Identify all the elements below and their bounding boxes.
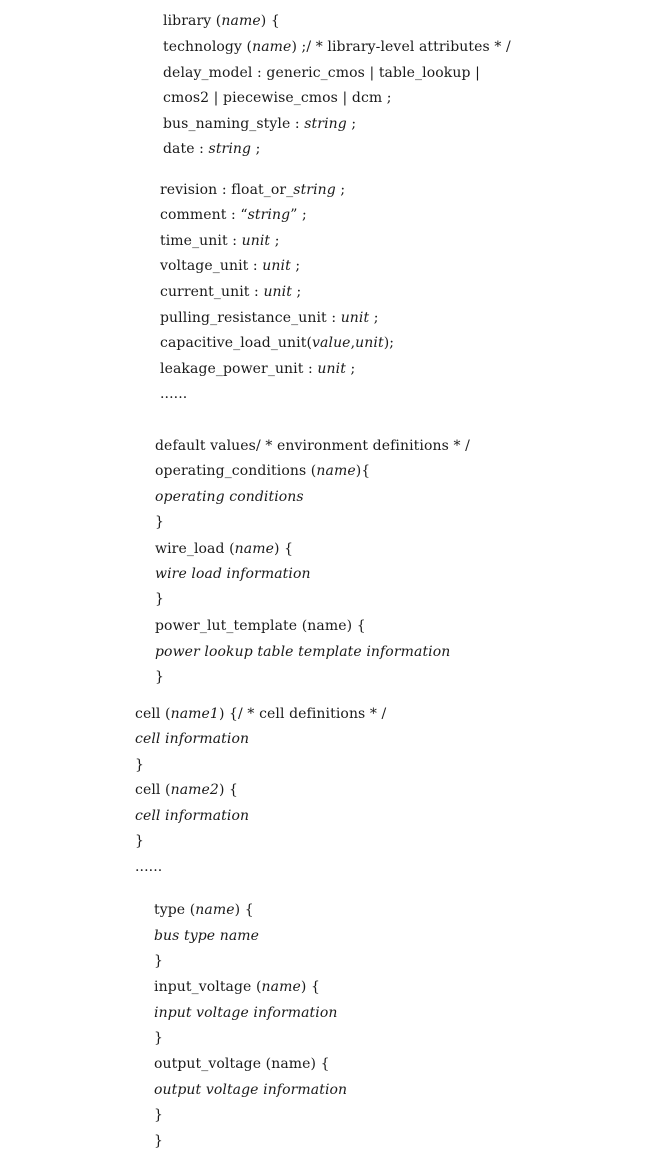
code-placeholder: name	[234, 541, 274, 557]
code-placeholder: name	[316, 463, 356, 479]
code-line	[163, 64, 480, 82]
code-line	[160, 334, 394, 352]
code-line	[155, 437, 470, 455]
code-token: ){	[355, 463, 371, 479]
code-line	[135, 858, 162, 876]
code-placeholder: name	[195, 902, 235, 918]
code-token: date :	[163, 141, 209, 157]
code-line	[135, 730, 249, 748]
code-token: ;	[369, 310, 379, 326]
code-token: ) {	[274, 541, 294, 557]
code-placeholder: string	[247, 207, 291, 223]
code-token: time_unit :	[160, 233, 242, 249]
code-token: }	[135, 757, 145, 773]
code-placeholder: unit	[263, 284, 292, 300]
code-token: wire_load (	[155, 541, 235, 557]
code-line	[155, 668, 164, 686]
code-token: library (	[163, 13, 222, 29]
code-token: }	[155, 591, 165, 607]
code-token: }	[155, 514, 165, 530]
code-placeholder: name1	[170, 706, 219, 722]
code-placeholder: wire load information	[155, 566, 311, 582]
code-token: ;	[251, 141, 261, 157]
code-token: }	[154, 1030, 164, 1046]
code-token: ) {/ * cell definitions * /	[218, 706, 387, 722]
code-token: voltage_unit :	[160, 258, 263, 274]
code-line	[135, 705, 386, 723]
code-placeholder: unit	[241, 233, 271, 249]
code-line	[135, 781, 238, 799]
code-token: ;	[291, 284, 302, 300]
code-token: }	[154, 953, 164, 969]
code-placeholder: unit	[317, 361, 346, 377]
code-line	[154, 901, 254, 919]
code-line	[155, 617, 366, 635]
code-token: ......	[160, 386, 188, 402]
code-token: ......	[135, 859, 163, 875]
code-token: cmos2 | piecewise_cmos | dcm ;	[163, 90, 392, 106]
code-line	[160, 232, 280, 250]
code-line	[160, 206, 307, 224]
code-line	[160, 360, 355, 378]
code-placeholder: cell information	[135, 808, 250, 824]
code-token: ;	[290, 258, 301, 274]
code-token: ” ;	[290, 207, 307, 223]
code-placeholder: input voltage information	[154, 1005, 338, 1021]
code-token: ) {	[300, 979, 320, 995]
code-line	[155, 590, 164, 608]
code-line	[163, 140, 260, 158]
code-line	[154, 1029, 163, 1047]
code-line	[154, 1081, 347, 1099]
code-token: type (	[154, 902, 196, 918]
code-line	[154, 978, 320, 996]
code-token: revision : float_or_	[160, 182, 294, 198]
code-placeholder: output voltage information	[154, 1082, 348, 1098]
code-line	[135, 807, 249, 825]
code-token: ) {	[260, 13, 280, 29]
code-line	[154, 1004, 338, 1022]
code-line	[163, 12, 280, 30]
code-token: input_voltage (	[154, 979, 262, 995]
code-token: ) ;/ * library-level attributes * /	[291, 39, 511, 55]
code-line	[135, 832, 144, 850]
code-line	[154, 1106, 163, 1124]
code-token: output_voltage (name) {	[154, 1056, 330, 1072]
code-token: }	[154, 1133, 164, 1149]
code-placeholder: string	[293, 182, 336, 198]
code-token: comment : “	[160, 207, 248, 223]
code-line	[154, 952, 163, 970]
code-line	[163, 38, 511, 56]
code-line	[163, 115, 356, 133]
code-token: }	[135, 833, 145, 849]
code-placeholder: string	[304, 116, 347, 132]
code-placeholder: name	[252, 39, 292, 55]
code-line	[154, 927, 259, 945]
code-line	[163, 89, 392, 107]
code-placeholder: value	[312, 335, 351, 351]
code-placeholder: bus type name	[154, 928, 260, 944]
code-token: ,	[350, 335, 356, 351]
code-token: );	[383, 335, 395, 351]
code-token: ;	[335, 182, 346, 198]
code-token: }	[154, 1107, 164, 1123]
code-line	[155, 488, 304, 506]
code-token: operating_conditions (	[155, 463, 317, 479]
code-placeholder: string	[208, 141, 252, 157]
code-token: technology (	[163, 39, 253, 55]
code-token: ) {	[218, 782, 239, 798]
code-line	[160, 309, 379, 327]
code-line	[160, 283, 301, 301]
code-token: ;	[346, 116, 357, 132]
code-placeholder: unit	[355, 335, 384, 351]
code-token: current_unit :	[160, 284, 264, 300]
code-token: power_lut_template (name) {	[155, 618, 366, 634]
code-line	[135, 756, 144, 774]
code-token: default values/ * environment definitions * /	[155, 438, 470, 454]
code-token: }	[155, 669, 165, 685]
code-line	[155, 565, 311, 583]
code-token: pulling_resistance_unit :	[160, 310, 341, 326]
code-token: leakage_power_unit :	[160, 361, 318, 377]
code-placeholder: name	[221, 13, 261, 29]
code-line	[155, 540, 293, 558]
code-line	[160, 257, 300, 275]
code-token: cell (	[135, 706, 171, 722]
code-line	[155, 643, 450, 661]
code-line	[154, 1055, 330, 1073]
code-line	[154, 1132, 163, 1150]
code-token: capacitive_load_unit(	[160, 335, 313, 351]
code-line	[160, 385, 187, 403]
code-placeholder: unit	[340, 310, 370, 326]
code-token: bus_naming_style :	[163, 116, 305, 132]
code-line	[155, 462, 370, 480]
code-placeholder: name2	[170, 782, 219, 798]
code-placeholder: unit	[262, 258, 291, 274]
code-line	[160, 181, 345, 199]
code-token: cell (	[135, 782, 171, 798]
code-placeholder: power lookup table template information	[155, 644, 451, 660]
code-placeholder: name	[261, 979, 301, 995]
code-token: ) {	[234, 902, 254, 918]
code-token: delay_model : generic_cmos | table_lookup |	[163, 65, 480, 81]
code-placeholder: operating conditions	[155, 489, 304, 505]
code-placeholder: cell information	[135, 731, 250, 747]
code-token: ;	[270, 233, 280, 249]
code-token: ;	[345, 361, 356, 377]
code-line	[155, 513, 164, 531]
